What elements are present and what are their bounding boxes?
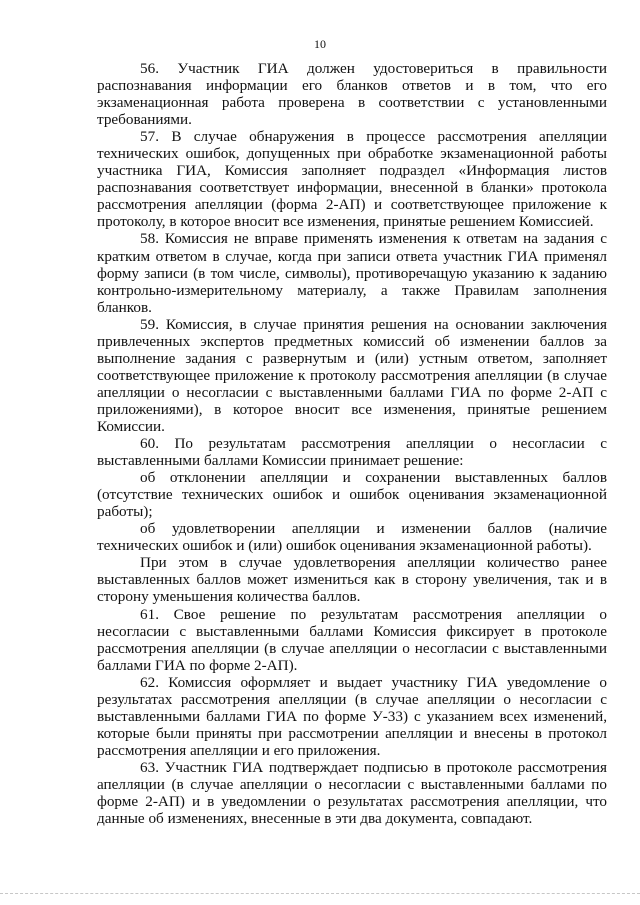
paragraph-56: 56. Участник ГИА должен удостовериться в правильности распознавания информации его бланков ответов и в том, что его экзаменационная работа проверена в соответствии с установленными требованиями.	[97, 60, 607, 129]
paragraph-59: 59. Комиссия, в случае принятия решения на основании заключения привлеченных экспертов предметных комиссий об изменении баллов за выполнение задания с развернутым и (или) устным ответом, заполняет соответствующее приложение к протоколу рассмотрения апелляции (в случае апелляции о несогласии с выставленными баллами ГИА по форме 2-АП с приложениями), в которое вносит все изменения, принятые решением Комиссии.	[97, 315, 607, 435]
paragraph-61: 61. Свое решение по результатам рассмотрения апелляции о несогласии с выставленными баллами Комиссия фиксирует в протоколе рассмотрения апелляции (в случае апелляции о несогласии с выставленными баллами ГИА по форме 2-АП).	[97, 605, 607, 674]
paragraph-62: 62. Комиссия оформляет и выдает участнику ГИА уведомление о результатах рассмотрения апелляции (в случае апелляции о несогласии с выставленными баллами ГИА по форме У-33) с указанием всех изменений, которые были приняты при рассмотрении апелляции и внесены в протокол рассмотрения апелляции и его приложения.	[97, 673, 607, 759]
paragraph-60: 60. По результатам рассмотрения апелляции о несогласии с выставленными баллами Комиссии принимает решение:	[97, 435, 607, 470]
page-number: 10	[314, 37, 326, 51]
paragraph-58: 58. Комиссия не вправе применять изменения к ответам на задания с кратким ответом в случае, когда при записи ответа участник ГИА применял форму записи (в том числе, символы), противоречащую указанию к заданию контрольно-измерительному материалу, а также Правилам заполнения бланков.	[97, 230, 607, 316]
paragraph-score-change: При этом в случае удовлетворения апелляции количество ранее выставленных баллов может измениться как в сторону увеличения, так и в сторону уменьшения количества баллов.	[97, 554, 607, 606]
decision-accept: об удовлетворении апелляции и изменении баллов (наличие технических ошибок и (или) ошибок оценивания экзаменационной работы).	[97, 520, 607, 555]
scan-edge-line	[0, 893, 640, 894]
document-body	[97, 60, 607, 827]
paragraph-63: 63. Участник ГИА подтверждает подписью в протоколе рассмотрения апелляции (в случае апелляции о несогласии с выставленными баллами по форме 2-АП) и в уведомлении о результатах рассмотрения апелляции, что данные об изменениях, внесенные в эти два документа, совпадают.	[97, 758, 607, 828]
paragraph-57: 57. В случае обнаружения в процессе рассмотрения апелляции технических ошибок, допущенных при обработке экзаменационной работы участника ГИА, Комиссия заполняет подраздел «Информация листов распознавания соответствует информации, внесенной в бланки» протокола рассмотрения апелляции (форма 2-АП) и соответствующее приложение к протоколу, в которое вносит все изменения, принятые решением Комиссией.	[97, 128, 607, 231]
decision-reject: об отклонении апелляции и сохранении выставленных баллов (отсутствие технических ошибок и ошибок оценивания экзаменационной работы);	[97, 469, 607, 521]
